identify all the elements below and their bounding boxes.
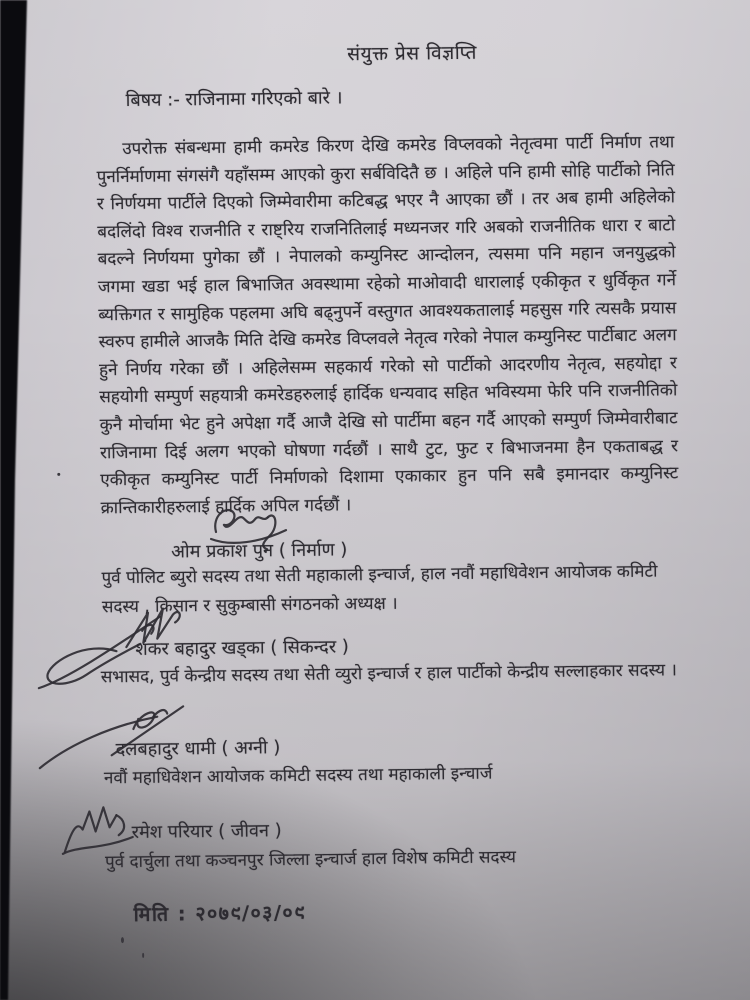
- signatory-description: नवाैं महाधिवेशन आयाेजक कमिटी सदस्य तथा महाकाली इन्चार्ज: [103, 763, 493, 789]
- signatory-description: पुर्व पाेलिट ब्युराे सदस्य तथा सेती महाकाली इन्चार्ज, हाल नवाैं महाधिवेशन आयाेजक कमिटी सदस्य , किसान र सुकुम्बासी संगठनको अध्यक्ष ।: [101, 561, 658, 617]
- document-title: संयुक्त प्रेस विज्ञप्ति: [347, 41, 478, 66]
- signatory-name: शंकर बहादुर खड्का ( सिकन्दर ): [135, 636, 350, 660]
- signatory-description: पुर्व दार्चुला तथा कञ्चनपुर जिल्ला इन्चार्ज हाल विशेष कमिटी सदस्य: [104, 847, 517, 873]
- signatory-name: दलबहादुर धामी ( अग्नी ): [115, 737, 281, 761]
- signatory-name: ओम प्रकाश पुन ( निर्माण ): [171, 539, 348, 563]
- body-paragraph: उपराेक्त संबन्धमा हामी कमरेड किरण देखि कमरेड विप्लवकाे नेतृत्वमा पार्टी निर्माण तथा पुनर्निर्माणमा संगसंगै यहाँसम्म आएको कुरा सर्बविदितै छ । अहिले पनि हामी साेहि पार्टीको निति र निर्णयमा पार्टीले दिएको जिम्मेवारीमा कटिबद्ध भएर नै आएका छाैं । तर अब हामी अहिलेको बदलिंदो विश्व राजनीति र राष्ट्रिय राजनितिलाई मध्यनजर गरि अबको राजनीतिक धारा र बाटो बदल्ने निर्णयमा पुगेका छाैं । नेपालको कम्युनिस्ट आन्दोलन, त्यसमा पनि महान जनयुद्धको जगमा खडा भई हाल बिभाजित अवस्थामा रहेको माओवादी धारालाई एकीकृत र धुर्विकृत गर्ने ब्यक्तिगत र सामुहिक पहलमा अघि बढ्नुपर्ने वस्तुगत आवश्यकतालाई महसुस गरि त्यसकै प्रयास स्वरुप हामीले आजकै मिति देखि कमरेड विप्लवले नेतृत्व गरेको नेपाल कम्युनिस्ट पार्टीबाट अलग हुने निर्णय गरेका छाैं । अहिलेसम्म सहकार्य गरेको साे पार्टीको आदरणीय नेतृत्व, सहयाेद्दा र सहयोगी सम्पुर्ण सहयात्री कमरेडहरुलाई हार्दिक धन्यवाद सहित भविस्यमा फेरि पनि राजनीतिकाे कुनै माेर्चामा भेट हुने अपेक्षा गर्दै आजै देखि साे पार्टीमा बहन गर्दै आएको सम्पुर्ण जिम्मेवारीबाट राजिनामा दिई अलग भएको घाेषणा गर्दछाैं । साथै टुट, फुट र बिभाजनमा हैन एकताबद्ध र एकीकृत कम्युनिस्ट पार्टी निर्माणको दिशामा एकाकार हुन पनि सबै इमानदार कम्युनिस्ट क्रान्तिकारीहरुलाई हार्दिक अपिल गर्दछाैं ।: [96, 132, 679, 519]
- subject-line: बिषय :- राजिनामा गरिएको बारे ।: [125, 87, 343, 112]
- signatory-description: सभासद, पुर्व केन्द्रीय सदस्य तथा सेती व्युराे इन्चार्ज र हाल पार्टीको केन्द्रीय सल्लाहकार सदस्य ।: [100, 660, 678, 688]
- signatory-name: रमेश परियार ( जीवन ): [131, 820, 282, 844]
- date-line: मिति : २०७९/०३/०९: [133, 900, 306, 926]
